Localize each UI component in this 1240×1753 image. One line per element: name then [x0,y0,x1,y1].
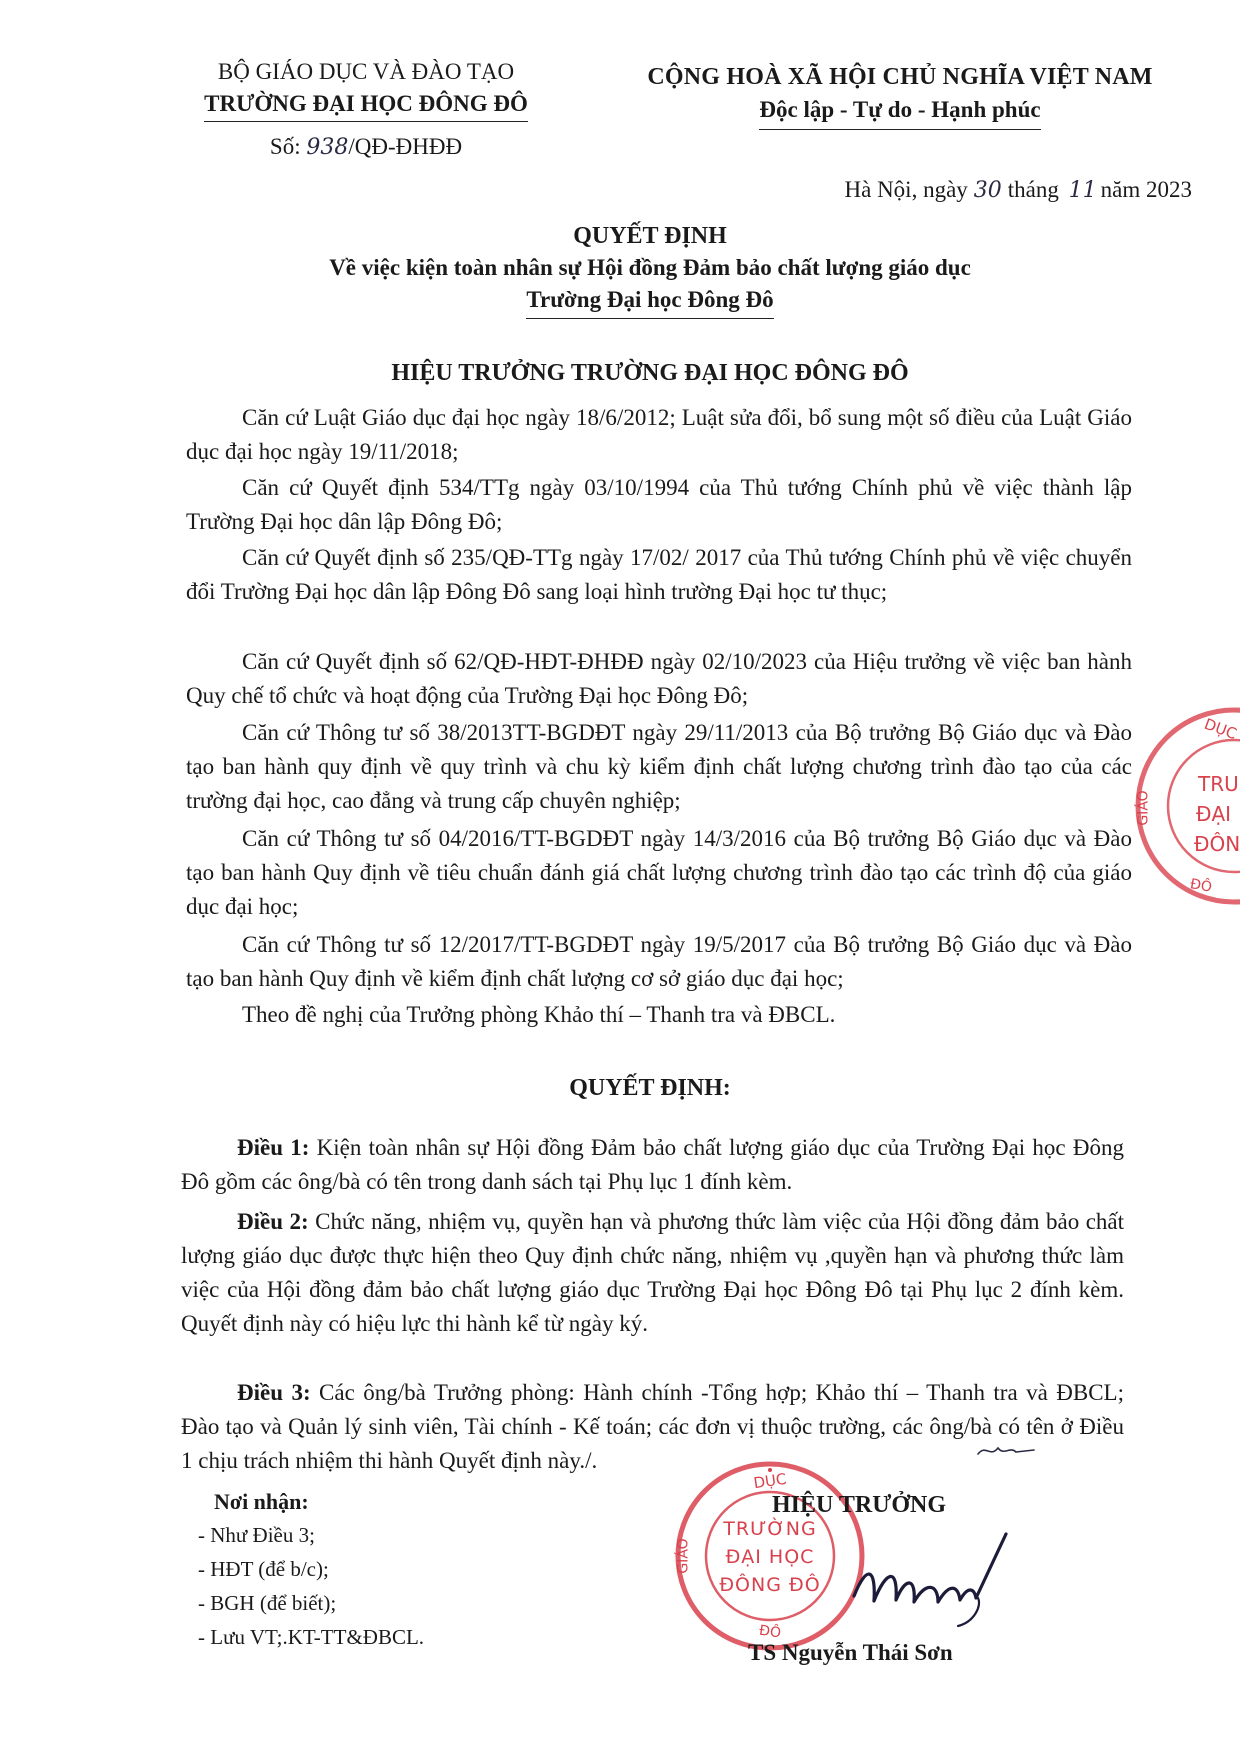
handwritten-signature [846,1526,1016,1636]
document-title: QUYẾT ĐỊNH [573,223,727,249]
document-subject-line2-text: Trường Đại học Đông Đô [526,284,773,319]
article-1 [181,1131,1124,1199]
seal-line-3: ĐÔNG ĐÔ [719,1574,821,1596]
legal-basis-5: Căn cứ Thông tư số 38/2013TT-BGDĐT ngày 29/11/2013 của Bộ trưởng Bộ Giáo dục và Đào tạo ban hành quy định về quy trình và chu kỳ kiểm định chất lượng chương trình đào tạo của các trường đại học, cao đẳng và trung cấp chuyên nghiệp; [186,720,1132,813]
margin-seal [1130,702,1240,910]
initials-scribble [976,1440,1036,1462]
article-2 [181,1205,1124,1341]
date-month-label: tháng [1007,177,1059,202]
seal-line-1: TRƯỜNG [723,1518,817,1540]
article-2-label: Điều 2: [237,1209,309,1234]
margin-seal-arc-left: GIÁO [1135,790,1152,826]
article-1-label: Điều 1: [237,1135,310,1160]
national-motto-text: Độc lập - Tự do - Hạnh phúc [759,94,1040,130]
margin-seal-arc-top: DỤC [1201,714,1240,744]
document-subject-line2 [150,284,1150,319]
date-month: 11 [1068,178,1097,203]
recipients-heading: Nơi nhận: [214,1489,309,1514]
signer-name: TS Nguyễn Thái Sơn [748,1640,953,1665]
number-prefix: Số: [269,134,301,159]
issuing-authority: HIỆU TRƯỞNG TRƯỜNG ĐẠI HỌC ĐÔNG ĐÔ [391,360,909,386]
margin-seal-line-3: ĐÔN [1194,832,1240,856]
legal-basis-8: Theo đề nghị của Trưởng phòng Khảo thí – Thanh tra và ĐBCL. [242,1002,836,1027]
date-day: 30 [973,178,1002,203]
national-motto [580,94,1220,130]
article-3-text: Các ông/bà Trưởng phòng: Hành chính -Tổng hợp; Khảo thí – Thanh tra và ĐBCL; Đào tạo và Quản lý sinh viên, Tài chính - Kế toán; các đơn vị thuộc trường, các ông/bà có tên ở Điều 1 chịu trách nhiệm thi hành Quyết định này./. [181,1380,1124,1473]
article-3-label: Điều 3: [237,1380,311,1405]
legal-basis-1: Căn cứ Luật Giáo dục đại học ngày 18/6/2012; Luật sửa đổi, bổ sung một số điều của Luật Giáo dục đại học ngày 19/11/2018; [186,405,1132,464]
decision-heading: QUYẾT ĐỊNH: [569,1075,731,1101]
article-3 [181,1376,1124,1478]
legal-basis-3: Căn cứ Quyết định số 235/QĐ-TTg ngày 17/02/ 2017 của Thủ tướng Chính phủ về việc chuyển đổi Trường Đại học dân lập Đông Đô sang loại hình trường Đại học tư thục; [186,545,1132,604]
legal-basis-4: Căn cứ Quyết định số 62/QĐ-HĐT-ĐHĐĐ ngày 02/10/2023 của Hiệu trưởng về việc ban hành Quy chế tổ chức và hoạt động của Trường Đại học Đông Đô; [186,649,1132,708]
article-2-text: Chức năng, nhiệm vụ, quyền hạn và phương thức làm việc của Hội đồng đảm bảo chất lượng giáo dục được thực hiện theo Quy định chức năng, nhiệm vụ ,quyền hạn và phương thức làm việc của Hội đồng đảm bảo chất lượng giáo dục Trường Đại học Đông Đô tại Phụ lục 2 đính kèm. Quyết định này có hiệu lực thi hành kể từ ngày ký. [181,1209,1125,1336]
official-seal [672,1458,868,1654]
document-title-block [150,220,1150,319]
seal-arc-left: GIÁO [675,1538,692,1574]
school-name-text: TRƯỜNG ĐẠI HỌC ĐÔNG ĐÔ [204,88,528,122]
legal-basis-7: Căn cứ Thông tư số 12/2017/TT-BGDĐT ngày 19/5/2017 của Bộ trưởng Bộ Giáo dục và Đào tạo ban hành Quy định về kiểm định chất lượng cơ sở giáo dục đại học; [186,932,1132,991]
header-right [580,60,1220,130]
document-subject-line1: Về việc kiện toàn nhân sự Hội đồng Đảm bảo chất lượng giáo dục [329,255,971,280]
article-1-text: Kiện toàn nhân sự Hội đồng Đảm bảo chất lượng giáo dục của Trường Đại học Đông Đô gồm các ông/bà có tên trong danh sách tại Phụ lục 1 đính kèm. [181,1135,1124,1194]
seal-arc-bottom: ĐÔ [758,1622,782,1642]
seal-line-2: ĐẠI HỌC [725,1546,815,1568]
issue-date [845,174,1193,207]
school-name [166,88,566,122]
recipient-item: - Như Điều 3; [198,1523,315,1547]
number-handwritten: 938 [306,135,349,160]
date-year: năm 2023 [1100,177,1192,202]
legal-basis-6: Căn cứ Thông tư số 04/2016/TT-BGDĐT ngày 14/3/2016 của Bộ trưởng Bộ Giáo dục và Đào tạo ban hành Quy định về tiêu chuẩn đánh giá chất lượng chương trình đào tạo các trình độ của giáo dục đại học; [186,826,1132,919]
decision-number [166,131,566,164]
recipient-item: - Lưu VT;.KT-TT&ĐBCL. [198,1625,425,1649]
seal-arc-top: DỤC [752,1469,788,1493]
recipient-item: - HĐT (để b/c); [198,1557,329,1581]
legal-basis-2: Căn cứ Quyết định 534/TTg ngày 03/10/1994 của Thủ tướng Chính phủ về việc thành lập Trường Đại học dân lập Đông Đô; [186,475,1132,534]
header-left [166,56,566,164]
signer-title: HIỆU TRƯỞNG [772,1492,947,1518]
country-name: CỘNG HOÀ XÃ HỘI CHỦ NGHĨA VIỆT NAM [647,64,1153,90]
margin-seal-line-2: ĐẠI [1196,802,1232,826]
ministry-name: BỘ GIÁO DỤC VÀ ĐÀO TẠO [217,59,515,84]
number-suffix: /QĐ-ĐHĐĐ [348,134,463,159]
margin-seal-line-1: TRU [1198,772,1239,796]
recipient-item: - BGH (để biết); [198,1591,337,1615]
margin-seal-arc-bottom: ĐÔ [1188,876,1214,896]
date-prefix: Hà Nội, ngày [844,177,968,202]
